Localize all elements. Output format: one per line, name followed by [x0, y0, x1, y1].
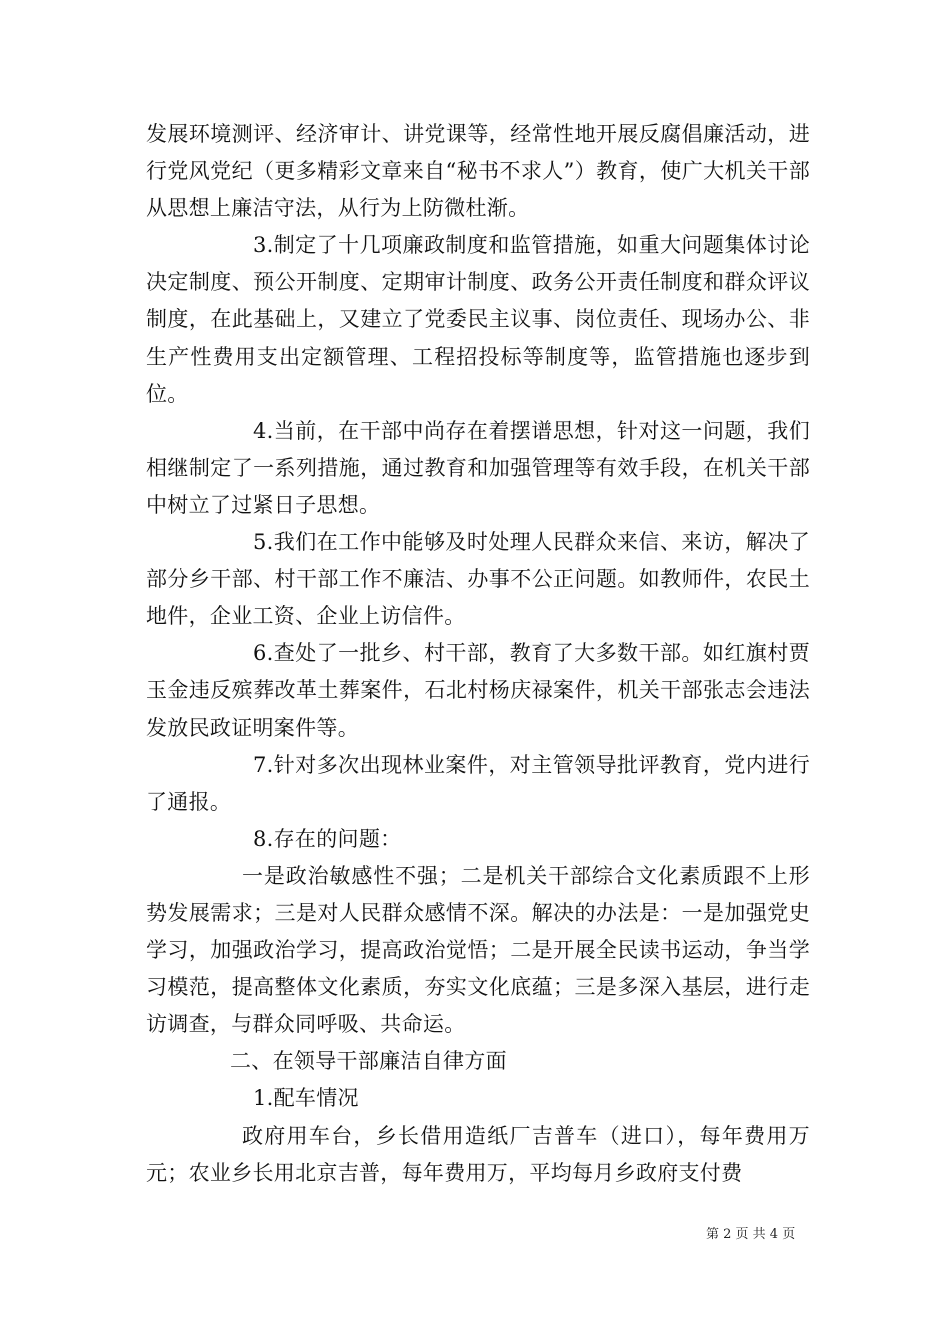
paragraph-item-5: 5.我们在工作中能够及时处理人民群众来信、来访，解决了部分乡干部、村干部工作不廉洁、办事不公正问题。如教师件，农民土地件，企业工资、企业上访信件。 — [146, 530, 810, 629]
paragraph-problems: 一是政治敏感性不强；二是机关干部综合文化素质跟不上形势发展需求；三是对人民群众感情不深。解决的办法是：一是加强党史学习，加强政治学习，提高政治觉悟；二是开展全民读书运动，争当学习模范，提高整体文化素质，夯实文化底蕴；三是多深入基层，进行走访调查，与群众同呼吸、共命运。 — [146, 863, 810, 1037]
paragraph-item-3: 3.制定了十几项廉政制度和监管措施，如重大问题集体讨论决定制度、预公开制度、定期审计制度、政务公开责任制度和群众评议制度，在此基础上，又建立了党委民主议事、岗位责任、现场办公、非生产性费用支出定额管理、工程招投标等制度等，监管措施也逐步到位。 — [146, 233, 810, 406]
paragraph-item-8: 8.存在的问题： — [253, 826, 402, 851]
document-body — [146, 116, 810, 1192]
paragraph-vehicles: 政府用车台，乡长借用造纸厂吉普车（进口），每年费用万元；农业乡长用北京吉普，每年费用万，平均每月乡政府支付费 — [146, 1123, 810, 1185]
paragraph-item-6: 6.查处了一批乡、村干部，教育了大多数干部。如红旗村贾玉金违反殡葬改革土葬案件，石北村杨庆禄案件，机关干部张志会违法发放民政证明案件等。 — [146, 641, 810, 740]
paragraph-continuation: 发展环境测评、经济审计、讲党课等，经常性地开展反腐倡廉活动，进行党风党纪（更多精彩文章来自“秘书不求人”）教育，使广大机关干部从思想上廉洁守法，从行为上防微杜渐。 — [146, 122, 810, 221]
paragraph-item-4: 4.当前，在干部中尚存在着摆谱思想，针对这一问题，我们相继制定了一系列措施，通过教育和加强管理等有效手段，在机关干部中树立了过紧日子思想。 — [146, 418, 810, 517]
paragraph-subheading-1: 1.配车情况 — [253, 1086, 359, 1111]
section-heading-2: 二、在领导干部廉洁自律方面 — [230, 1049, 507, 1074]
paragraph-item-7: 7.针对多次出现林业案件，对主管领导批评教育，党内进行了通报。 — [146, 752, 810, 814]
page-number-footer: 第 2 页 共 4 页 — [706, 1227, 796, 1242]
